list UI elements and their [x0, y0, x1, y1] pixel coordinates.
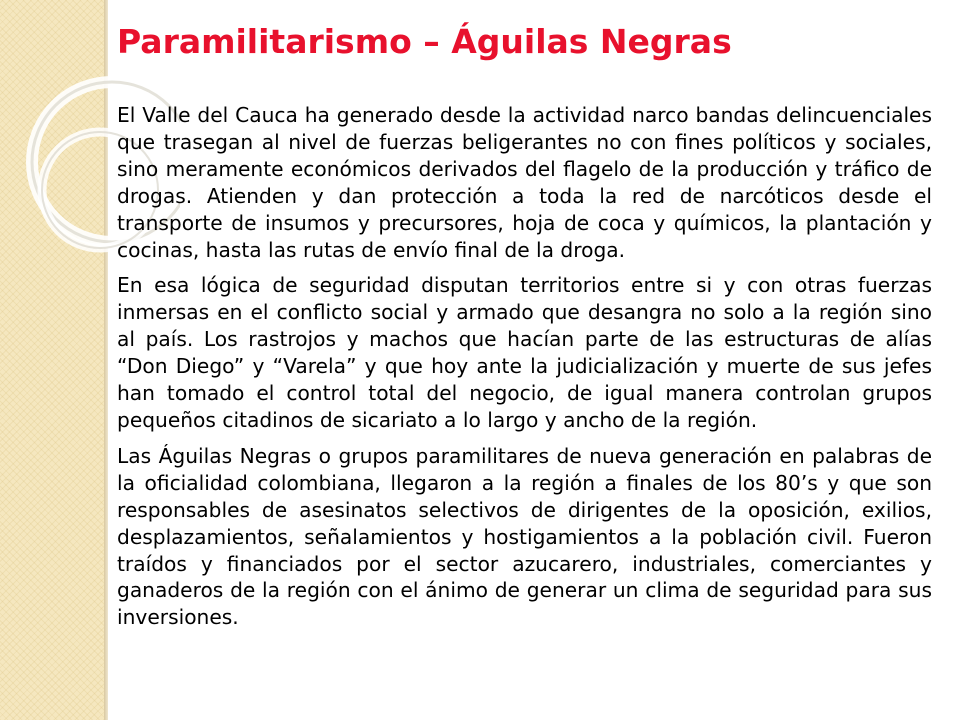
body-paragraph-1: El Valle del Cauca ha generado desde la actividad narco bandas delincuenciales que trasegan al nivel de fuerzas beligerantes no con fines políticos y sociales, sino meramente económicos derivados del flagelo de la producción y tráfico de drogas. Atienden y dan protección a toda la red de narcóticos desde el transporte de insumos y precursores, hoja de coca y químicos, la plantación y cocinas, hasta las rutas de envío final de la droga. [117, 103, 932, 262]
slide-title: Paramilitarismo – Águilas Negras [117, 22, 732, 61]
slide-body [117, 102, 932, 640]
body-paragraph-2: En esa lógica de seguridad disputan territorios entre si y con otras fuerzas inmersas en el conflicto social y armado que desangra no solo a la región sino al país. Los rastrojos y machos que hacían parte de las estructuras de alías “Don Diego” y “Varela” y que hoy ante la judicialización y muerte de sus jefes han tomado el control total del negocio, de igual manera controlan grupos pequeños citadinos de sicariato a lo largo y ancho de la región. [117, 273, 932, 432]
body-paragraph-3: Las Águilas Negras o grupos paramilitares de nueva generación en palabras de la oficialidad colombiana, llegaron a la región a finales de los 80’s y que son responsables de asesinatos selectivos de dirigentes de la oposición, exilios, desplazamientos, señalamientos y hostigamientos a la población civil. Fueron traídos y financiados por el sector azucarero, industriales, comerciantes y ganaderos de la región con el ánimo de generar un clima de seguridad para sus inversiones. [117, 443, 932, 630]
